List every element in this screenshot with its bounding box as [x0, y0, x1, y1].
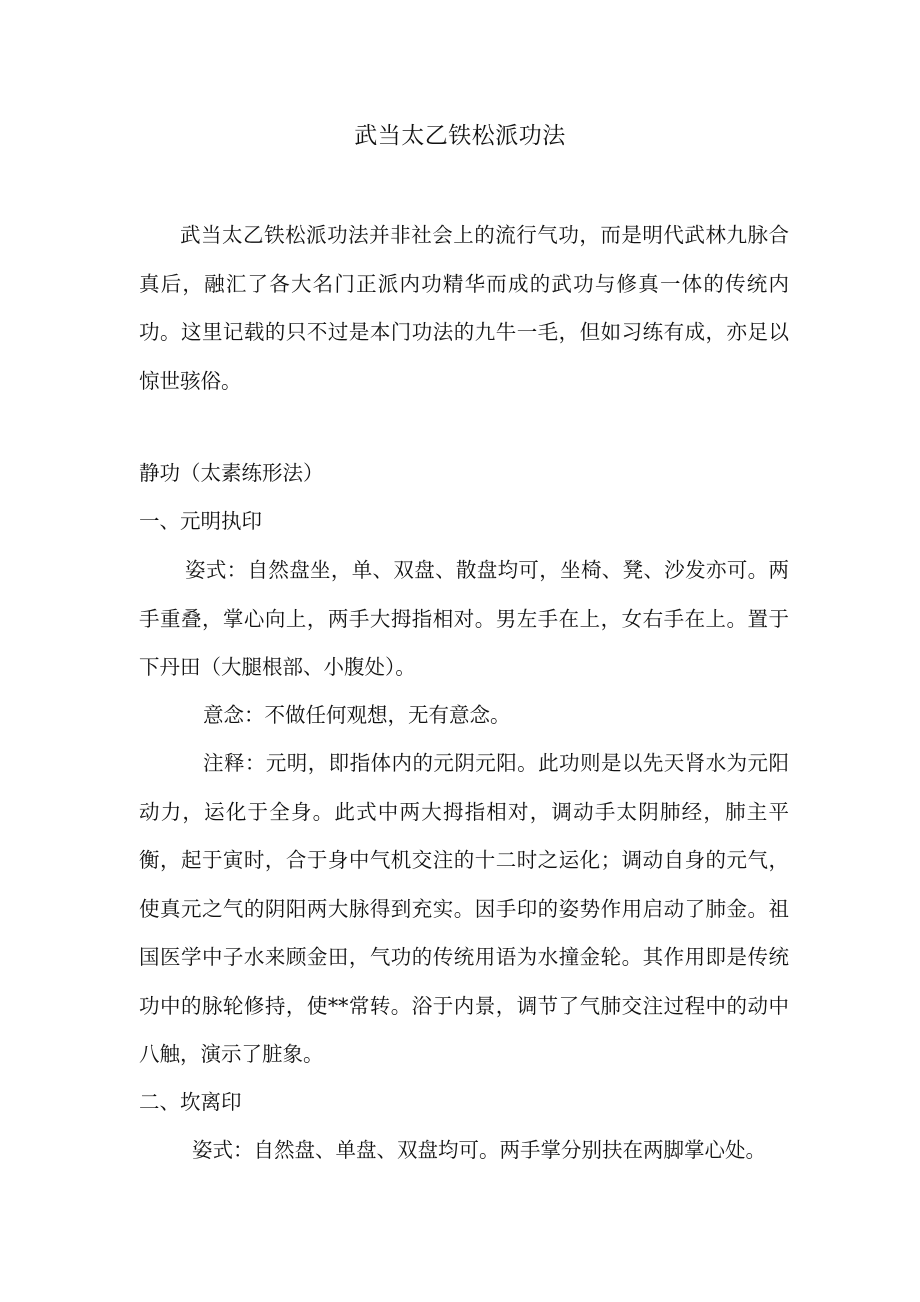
document-title: 武当太乙铁松派功法 — [354, 123, 566, 149]
part1-note: 注释：元明，即指体内的元阴元阳。此功则是以先天肾水为元阳动力，运化于全身。此式中两大拇指相对，调动手太阴肺经，肺主平衡，起于寅时，合于身中气机交注的十二时之运化；调动自身的元气，使真元之气的阴阳两大脉得到充实。因手印的姿势作用启动了肺金。祖国医学中子水来顾金田，气功的传统用语为水撞金轮。其作用即是传统功中的脉轮修持，使**常转。浴于内景，调节了气肺交注过程中的动中八触，演示了脏象。 — [139, 751, 789, 1066]
part2-posture: 姿式：自然盘、单盘、双盘均可。两手掌分别扶在两脚掌心处。 — [192, 1138, 766, 1162]
section-heading: 静功（太素练形法） — [139, 461, 324, 485]
part1-heading: 一、元明执印 — [139, 509, 262, 533]
part1-intention: 意念：不做任何观想，无有意念。 — [203, 703, 511, 727]
part1-posture: 姿式：自然盘坐，单、双盘、散盘均可，坐椅、凳、沙发亦可。两手重叠，掌心向上，两手大拇指相对。男左手在上，女右手在上。置于下丹田（大腿根部、小腹处）。 — [139, 558, 789, 679]
part2-heading: 二、坎离印 — [139, 1090, 242, 1114]
intro-paragraph: 武当太乙铁松派功法并非社会上的流行气功，而是明代武林九脉合真后，融汇了各大名门正派内功精华而成的武功与修真一体的传统内功。这里记载的只不过是本门功法的九牛一毛，但如习练有成，亦足以惊世骇俗。 — [139, 223, 789, 393]
